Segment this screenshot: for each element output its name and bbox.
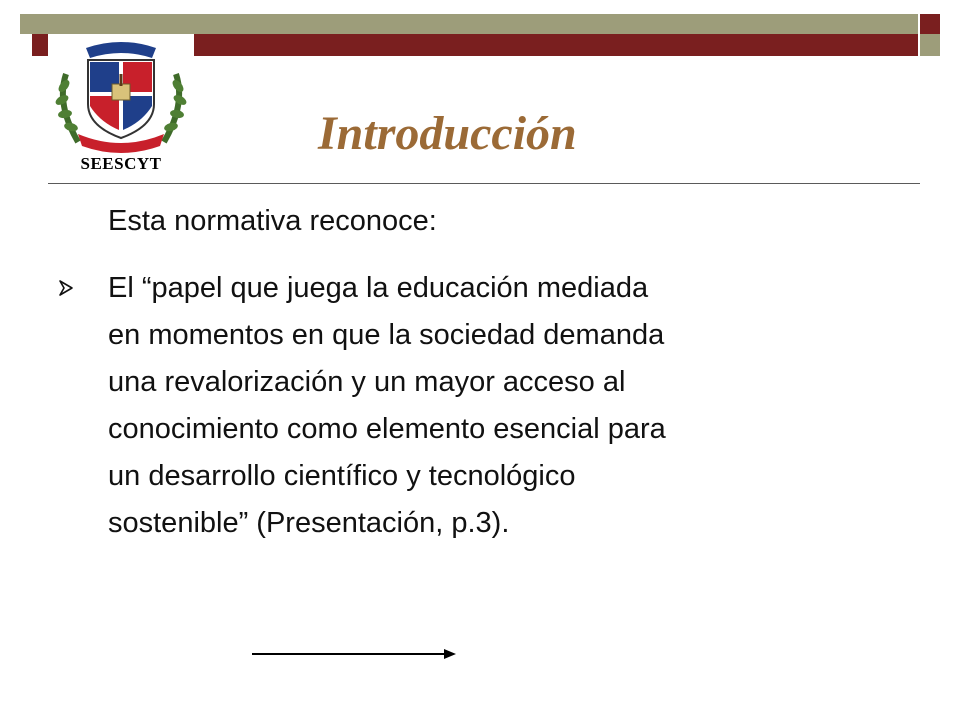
- slide-title: Introducción: [318, 107, 577, 160]
- bullet-line: El “papel que juega la educación mediada: [108, 272, 649, 304]
- bar-corner-olive: [918, 34, 940, 56]
- right-arrow-icon: [250, 645, 460, 663]
- bar-corner-maroon: [918, 14, 940, 34]
- bar-gap: [918, 14, 920, 58]
- bullet-line: un desarrollo científico y tecnológico: [108, 460, 576, 492]
- bullet-paragraph: [108, 265, 908, 547]
- bullet-line: conocimiento como elemento esencial para: [108, 413, 666, 445]
- bullet-line: en momentos en que la sociedad demanda: [108, 319, 665, 351]
- arrow-bullet-icon: [57, 279, 75, 297]
- bar-olive-strip: [20, 14, 918, 34]
- bullet-line: una revalorización y un mayor acceso al: [108, 366, 626, 398]
- bullet-line: sostenible” (Presentación, p.3).: [108, 507, 510, 539]
- title-divider: [48, 183, 920, 184]
- logo-label: SEESCYT: [80, 154, 162, 173]
- seescyt-logo: [48, 34, 194, 178]
- lead-text: Esta normativa reconoce:: [108, 205, 437, 237]
- coat-of-arms-icon: [48, 34, 194, 154]
